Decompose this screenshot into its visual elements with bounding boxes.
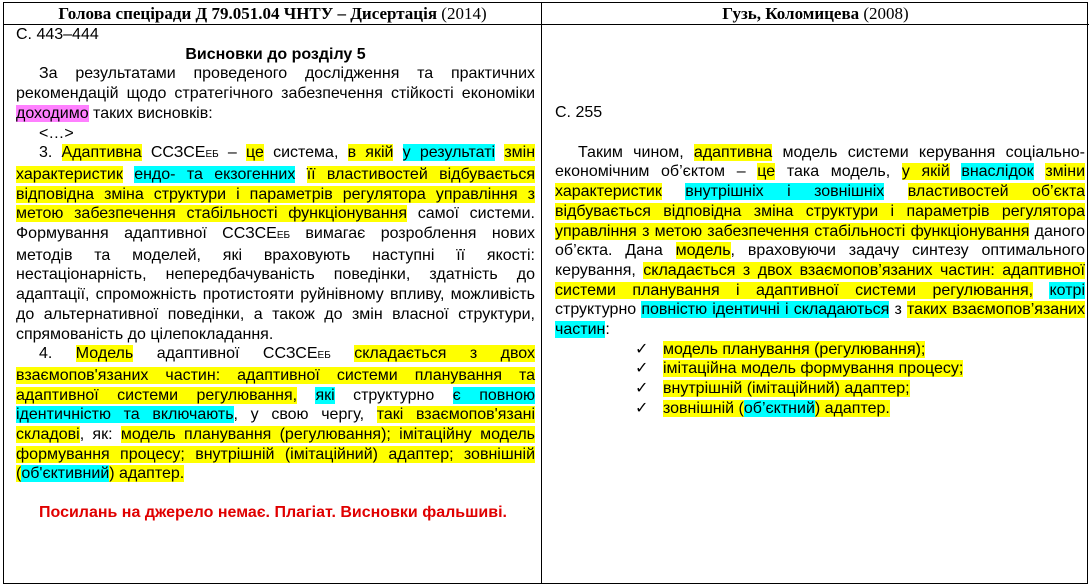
- rp-seg: :: [605, 321, 610, 339]
- p4-seg: [331, 345, 354, 362]
- p3-seg: [295, 166, 306, 183]
- right-paragraph: [555, 143, 1085, 340]
- rp-seg: повністю ідентичні і складаються: [641, 301, 890, 319]
- rp-seg: внаслідок: [961, 163, 1034, 181]
- rp-seg: [884, 183, 907, 200]
- p4-seg: , як:: [79, 426, 121, 444]
- left-column: [4, 25, 542, 583]
- rp-seg: модель системи керування соціально-економічним об’єктом –: [555, 143, 1085, 181]
- p3-seg: система,: [263, 144, 348, 162]
- p3-seg: [393, 144, 402, 161]
- p4-seg: структурно: [334, 386, 453, 404]
- rp-seg: структурно: [555, 301, 642, 319]
- left-paragraph-4: [16, 344, 535, 484]
- p3-seg: це: [245, 144, 264, 162]
- check-icon: ✓: [635, 399, 649, 417]
- rp-seg: , враховуючи задачу синтезу оптимального керування,: [555, 242, 1086, 279]
- list-item: [635, 379, 1085, 399]
- p3-seg: ССЗСЕ: [141, 144, 206, 162]
- spacer: [555, 123, 1085, 143]
- rp-seg: зміни характеристик: [555, 163, 1086, 201]
- rp-seg: [662, 183, 685, 200]
- right-checklist: [635, 340, 1085, 419]
- check-icon: ✓: [635, 380, 649, 398]
- list-item-text: імітаційна модель формування процесу;: [663, 360, 964, 378]
- rp-seg: модель: [675, 242, 731, 260]
- p3-seg: Адаптивна: [61, 144, 142, 162]
- p4-subscript: ЕБ: [317, 350, 331, 362]
- p4-seg: адаптивної ССЗСЕ: [133, 345, 318, 363]
- p3-seg: 3.: [39, 144, 62, 162]
- rp-seg: адаптивна: [693, 143, 773, 161]
- rp-seg: складається з двох взаємопов’язаних частин: адаптивної системи планування і адаптивної системи регулювання,: [555, 261, 1085, 299]
- rp-seg: частин: [555, 321, 606, 339]
- left-conclusion: Посилань на джерело немає. Плагіат. Висновки фальшиві.: [39, 504, 507, 522]
- rp-seg: [950, 163, 962, 180]
- comparison-table: [3, 2, 1088, 584]
- rp-seg: у якій: [901, 163, 950, 181]
- intro-highlight: доходимо: [16, 104, 89, 122]
- header-right: [542, 3, 1089, 25]
- rp-seg: даного об’єкта. Дана: [555, 222, 1086, 260]
- p4-seg: 4.: [39, 345, 76, 363]
- intro-text: За результатами проведеного дослідження та практичних рекомендацій щодо стратегічного забезпечення стійкості економіки: [16, 65, 535, 103]
- p4-seg: [297, 387, 315, 404]
- check-icon: ✓: [635, 360, 649, 378]
- right-column: [542, 25, 1089, 583]
- left-ellipsis: <…>: [39, 124, 74, 142]
- p4-seg: , у свою чергу,: [233, 406, 377, 424]
- list-item: [635, 340, 1085, 360]
- list-item-text: ) адаптер.: [814, 399, 890, 417]
- header-right-year: (2008): [859, 4, 909, 23]
- p3-seg: її властивостей відбувається відповідна зміна структури і параметрів регулятора управління з метою забезпечення стабільності функціонування: [16, 165, 536, 223]
- p4-seg: об'єктивний: [21, 465, 110, 483]
- p4-seg: ) адаптер.: [109, 465, 185, 483]
- p4-seg: такі взаємопов'язані складові: [16, 406, 535, 444]
- p3-seg: самої системи. Формування адаптивної ССЗСЕ: [16, 205, 535, 243]
- p4-seg: складається з двох взаємопов'язаних частин: адаптивної системи планування та адаптивної системи регулювання,: [16, 345, 535, 404]
- rp-seg: це: [757, 163, 776, 181]
- p4-seg: Модель: [75, 345, 134, 363]
- p3-seg: вимагає розроблення нових методів та моделей, які враховують наступні її якості: нестаціонарність, непередбачуваність поведінки, здатність до адаптації, спроможність протистояти руйнівному впливу, можливість до альтернативної поведінки, а також до змін власної структури, спрямованість до цілепокладання.: [16, 225, 536, 343]
- p3-seg: [495, 144, 504, 161]
- p3-subscript: ЕБ: [205, 149, 219, 161]
- p4-seg: є повною ідентичністю та включають: [16, 386, 535, 424]
- intro-text-end: таких висновків:: [88, 104, 213, 122]
- list-item-highlight: об’єктний: [743, 399, 815, 417]
- list-item-text: внутрішній (імітаційний) адаптер;: [663, 380, 910, 398]
- p3-seg: в якій: [347, 144, 394, 162]
- list-item: [635, 399, 1085, 419]
- rp-seg: з: [889, 301, 907, 319]
- spacer: [555, 25, 1085, 103]
- p4-seg: модель планування (регулювання); імітаційну модель формування процесу; внутрішній (імітаційний) адаптер; зовнішній (: [16, 426, 535, 483]
- left-intro: [16, 64, 535, 123]
- header-left-title: Голова спеціради Д 79.051.04 ЧНТУ – Дисертація: [58, 4, 438, 23]
- header-left: [4, 3, 542, 25]
- p3-seg: [123, 166, 134, 183]
- rp-seg: така модель,: [775, 163, 902, 181]
- p3-seg: ендо- та екзогенних: [134, 165, 296, 183]
- check-icon: ✓: [635, 340, 649, 358]
- spacer: [16, 484, 535, 503]
- p4-seg: які: [315, 386, 335, 404]
- rp-seg: [1034, 163, 1046, 180]
- p3-seg: у результаті: [402, 144, 496, 162]
- rp-seg: Таким чином,: [578, 143, 694, 161]
- list-item-text: зовнішній (: [663, 399, 744, 417]
- left-page-ref: С. 443–444: [16, 26, 99, 43]
- rp-seg: таких взаємопов’язаних: [906, 301, 1085, 319]
- header-right-title: Гузь, Коломицева: [722, 4, 860, 23]
- p3-seg: –: [218, 144, 246, 162]
- p3-subscript: ЕБ: [276, 230, 291, 242]
- list-item: [635, 359, 1085, 379]
- left-paragraph-3: [16, 143, 535, 344]
- rp-seg: [1033, 282, 1049, 299]
- list-item-text: модель планування (регулювання);: [663, 340, 926, 358]
- header-left-year: (2014): [437, 4, 487, 23]
- rp-seg: властивостей об’єкта відбувається відповідна зміна структури і параметрів регулятора управління з метою забезпечення стабільності функціонування: [555, 183, 1086, 240]
- rp-seg: внутрішніх і зовнішніх: [685, 183, 885, 201]
- right-page-ref: С. 255: [555, 104, 603, 121]
- left-heading: Висновки до розділу 5: [185, 45, 366, 63]
- p3-seg: змін характеристик: [16, 144, 536, 183]
- rp-seg: котрі: [1049, 281, 1085, 299]
